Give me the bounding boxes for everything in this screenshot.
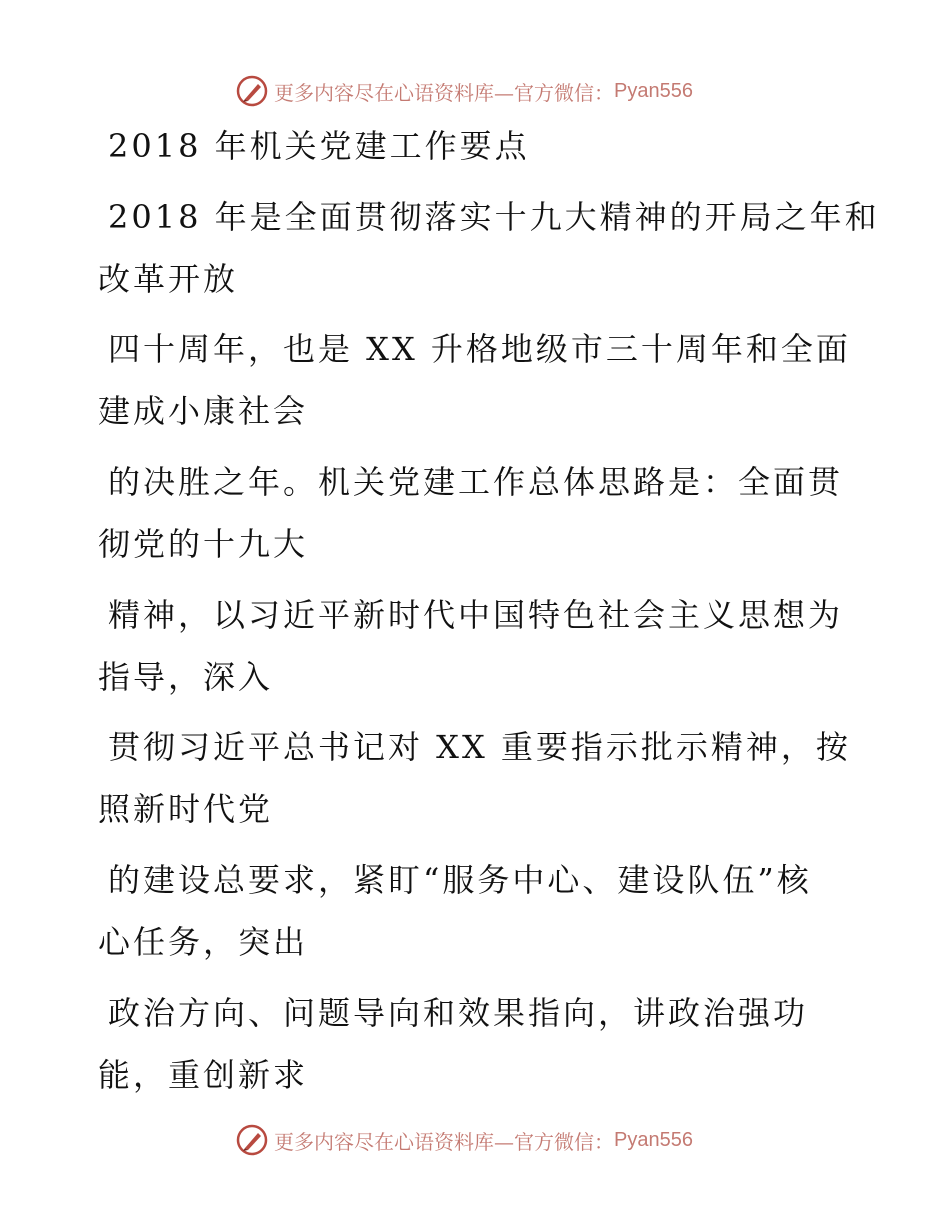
paragraph-line: 照新时代党 <box>98 790 274 828</box>
paragraph-2 <box>98 318 858 442</box>
paragraph-5 <box>98 716 858 840</box>
paragraph-line: 指导，深入 <box>98 658 274 696</box>
paragraph-line: 彻党的十九大 <box>98 525 309 563</box>
document-title: 2018 年机关党建工作要点 <box>108 127 530 165</box>
pen-logo-icon <box>236 75 268 107</box>
paragraph-line: 改革开放 <box>98 260 239 298</box>
paragraph-6 <box>98 849 858 973</box>
pen-logo-icon <box>236 1124 268 1156</box>
paragraph-line: 精神，以习近平新时代中国特色社会主义思想为 <box>108 596 844 634</box>
paragraph-line: 的建设总要求，紧盯“服务中心、建设队伍”核 <box>108 861 812 899</box>
paragraph-4 <box>98 584 858 708</box>
paragraph-line: 2018 年是全面贯彻落实十九大精神的开局之年和 <box>108 198 880 236</box>
watermark-text: 更多内容尽在心语资料库—官方微信： <box>274 1129 614 1154</box>
paragraph-1 <box>98 186 880 310</box>
header-watermark <box>236 74 693 108</box>
paragraph-line: 建成小康社会 <box>98 392 309 430</box>
footer-watermark <box>236 1123 693 1157</box>
paragraph-line: 心任务，突出 <box>98 923 309 961</box>
paragraph-3 <box>98 451 858 575</box>
paragraph-line: 四十周年，也是 XX 升格地级市三十周年和全面 <box>108 330 851 368</box>
watermark-wechat-id: Pyan556 <box>614 79 693 102</box>
paragraph-line: 贯彻习近平总书记对 XX 重要指示批示精神，按 <box>108 728 851 766</box>
watermark-wechat-id: Pyan556 <box>614 1128 693 1151</box>
paragraph-7 <box>98 982 858 1106</box>
paragraph-line: 政治方向、问题导向和效果指向，讲政治强功 <box>108 994 809 1032</box>
watermark-text: 更多内容尽在心语资料库—官方微信： <box>274 80 614 105</box>
paragraph-line: 的决胜之年。机关党建工作总体思路是：全面贯 <box>108 463 844 501</box>
paragraph-line: 能，重创新求 <box>98 1056 309 1094</box>
